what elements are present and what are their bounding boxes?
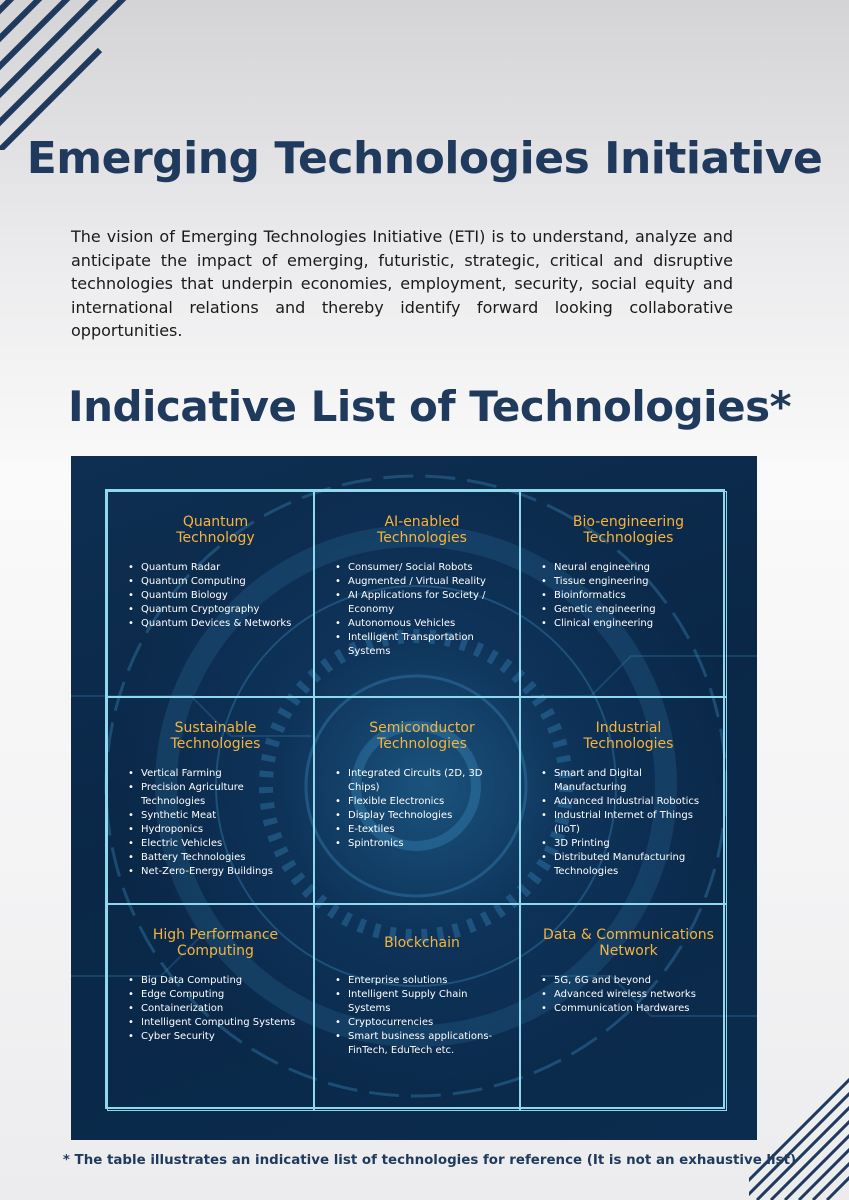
list-item: • Industrial Internet of Things (IIoT): [541, 809, 716, 837]
cell-high-performance-computing: [107, 904, 314, 1111]
cell-sustainable-technologies: [107, 697, 314, 904]
cell-title: Data & Communications Network: [543, 927, 714, 959]
cell-list: [335, 974, 509, 1058]
list-item: • Distributed Manufacturing Technologies: [541, 851, 716, 879]
list-item: • Intelligent Computing Systems: [128, 1016, 303, 1030]
cell-title: Semiconductor Technologies: [369, 720, 475, 752]
list-item: • Cyber Security: [128, 1030, 303, 1044]
list-item: • Autonomous Vehicles: [335, 617, 509, 631]
cell-list: [541, 561, 716, 631]
list-item: • Flexible Electronics: [335, 795, 509, 809]
list-item: • Cryptocurrencies: [335, 1016, 509, 1030]
cell-list: [541, 767, 716, 879]
corner-stripes-top-left: [0, 0, 130, 150]
list-item: • Genetic engineering: [541, 603, 716, 617]
section-title: Indicative List of Technologies*: [67, 382, 792, 431]
cell-bio-engineering-technologies: [520, 491, 727, 697]
list-item: • Quantum Devices & Networks: [128, 617, 303, 631]
list-item: • Consumer/ Social Robots: [335, 561, 509, 575]
cell-quantum-technology: [107, 491, 314, 697]
list-item: • Enterprise solutions: [335, 974, 509, 988]
cell-data-communications-network: [520, 904, 727, 1111]
list-item: • Edge Computing: [128, 988, 303, 1002]
list-item: • Battery Technologies: [128, 851, 303, 865]
list-item: • Augmented / Virtual Reality: [335, 575, 509, 589]
list-item: • Clinical engineering: [541, 617, 716, 631]
list-item: • Integrated Circuits (2D, 3D Chips): [335, 767, 509, 795]
cell-title: High Performance Computing: [152, 927, 279, 959]
list-item: • Big Data Computing: [128, 974, 303, 988]
cell-ai-enabled-technologies: [314, 491, 520, 697]
list-item: • Containerization: [128, 1002, 303, 1016]
list-item: • AI Applications for Society / Economy: [335, 589, 509, 617]
list-item: • 5G, 6G and beyond: [541, 974, 716, 988]
cell-title: Industrial Technologies: [583, 720, 674, 752]
list-item: • Hydroponics: [128, 823, 303, 837]
list-item: • E-textiles: [335, 823, 509, 837]
cell-title: Bio-engineering Technologies: [572, 514, 685, 546]
cell-blockchain: [314, 904, 520, 1111]
list-item: • Quantum Radar: [128, 561, 303, 575]
cell-list: [335, 561, 509, 659]
list-item: • Smart business applications- FinTech, EduTech etc.: [335, 1030, 509, 1058]
list-item: • Quantum Biology: [128, 589, 303, 603]
cell-list: [128, 974, 303, 1044]
list-item: • Intelligent Transportation Systems: [335, 631, 509, 659]
cell-semiconductor-technologies: [314, 697, 520, 904]
cell-industrial-technologies: [520, 697, 727, 904]
list-item: • Neural engineering: [541, 561, 716, 575]
list-item: • Electric Vehicles: [128, 837, 303, 851]
cell-title: AI-enabled Technologies: [377, 514, 467, 546]
technology-panel: [71, 456, 757, 1140]
footnote: * The table illustrates an indicative list of technologies for reference (It is not an exhaustive list): [62, 1153, 797, 1168]
cell-list: [335, 767, 509, 851]
list-item: • Intelligent Supply Chain Systems: [335, 988, 509, 1016]
list-item: • Quantum Computing: [128, 575, 303, 589]
cell-list: [128, 767, 303, 879]
list-item: • Synthetic Meat: [128, 809, 303, 823]
list-item: • Net-Zero-Energy Buildings: [128, 865, 303, 879]
list-item: • Advanced Industrial Robotics: [541, 795, 716, 809]
technology-grid: [105, 489, 725, 1109]
list-item: • Advanced wireless networks: [541, 988, 716, 1002]
list-item: • Quantum Cryptography: [128, 603, 303, 617]
cell-title: Quantum Technology: [176, 514, 255, 546]
list-item: • Communication Hardwares: [541, 1002, 716, 1016]
list-item: • Vertical Farming: [128, 767, 303, 781]
list-item: • Precision Agriculture Technologies: [128, 781, 303, 809]
list-item: • Smart and Digital Manufacturing: [541, 767, 716, 795]
list-item: • Display Technologies: [335, 809, 509, 823]
corner-stripes-bottom-right: [749, 1070, 849, 1200]
intro-paragraph: The vision of Emerging Technologies Initiative (ETI) is to understand, analyze and anticipate the impact of emerging, futuristic, strategic, critical and disruptive technologies that underpin economies, employment, security, social equity and international relations and thereby identify forward looking collaborative opportunities.: [71, 227, 733, 340]
cell-title: Sustainable Technologies: [170, 720, 261, 752]
list-item: • Bioinformatics: [541, 589, 716, 603]
list-item: • Spintronics: [335, 837, 509, 851]
cell-list: [128, 561, 303, 631]
cell-list: [541, 974, 716, 1016]
list-item: • Tissue engineering: [541, 575, 716, 589]
page-title: Emerging Technologies Initiative: [26, 133, 823, 184]
cell-title: Blockchain: [384, 935, 460, 951]
list-item: • 3D Printing: [541, 837, 716, 851]
